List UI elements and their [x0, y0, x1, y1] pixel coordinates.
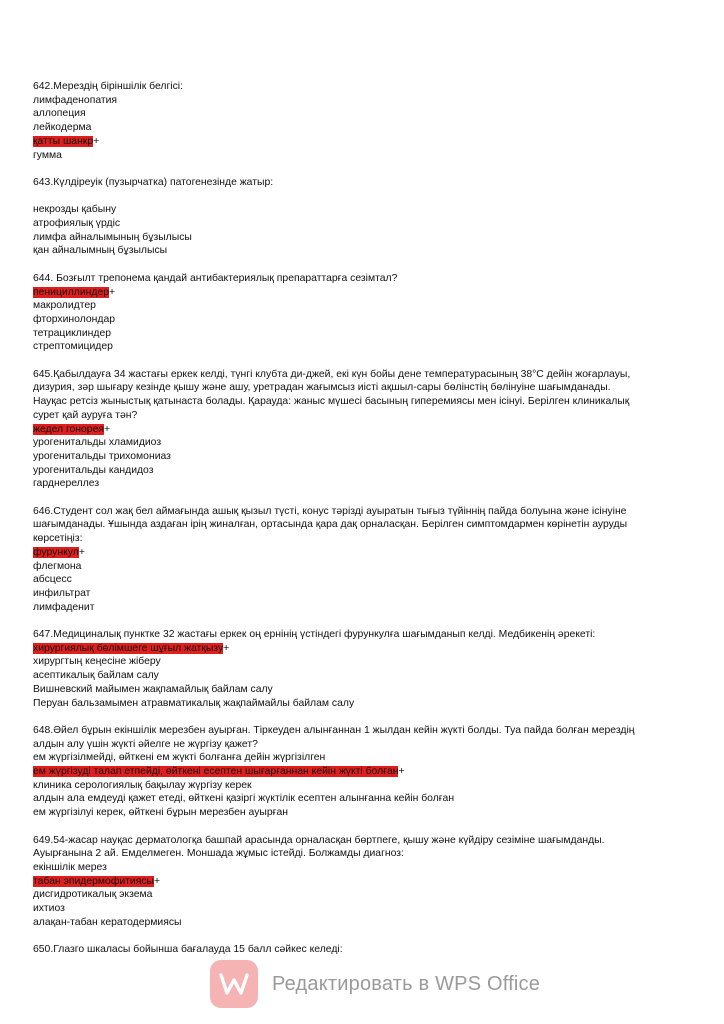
question-block — [33, 834, 693, 930]
answer-option — [33, 477, 693, 491]
answer-text: хирургиялық бөлімшеге шұғыл жатқызу — [33, 642, 224, 654]
answer-text: жедел гонорея — [33, 423, 104, 435]
answer-option — [33, 587, 693, 601]
answer-text: флегмона — [33, 560, 82, 572]
answer-text: стрептомицидер — [33, 341, 113, 353]
answer-option — [33, 203, 693, 217]
answer-text: дисгидротикалық экзема — [33, 889, 153, 901]
answer-option — [33, 902, 693, 916]
edit-in-wps-banner[interactable] — [210, 960, 540, 1008]
question-text: сурет қай ауруға тән? — [33, 409, 138, 421]
answer-option — [33, 313, 693, 327]
answer-option-correct — [33, 642, 693, 656]
answer-text: макролидтер — [33, 300, 96, 312]
correct-answer-mark: + — [109, 286, 116, 298]
question-block — [33, 943, 693, 957]
answer-option — [33, 655, 693, 669]
question-block — [33, 724, 693, 820]
answer-option — [33, 121, 693, 135]
correct-answer-mark: + — [223, 642, 230, 654]
answer-option — [33, 806, 693, 820]
answer-text: ем жүргізілуі керек, өйткені бұрын мерезбен ауырған — [33, 807, 288, 819]
answer-text: лимфаденит — [33, 601, 95, 613]
answer-text: урогенитальды кандидоз — [33, 464, 154, 476]
answer-option — [33, 560, 693, 574]
correct-answer-mark: + — [104, 423, 111, 435]
answer-text: екіншілік мерез — [33, 861, 107, 873]
question-text: Ауырғанына 2 ай. Емделмеген. Моншада жұмыс істейді. Болжамды диагноз: — [33, 848, 404, 860]
correct-answer-mark: + — [93, 135, 100, 147]
answer-option — [33, 751, 693, 765]
answer-option — [33, 573, 693, 587]
answer-option — [33, 217, 693, 231]
answer-option-correct — [33, 875, 693, 889]
answer-text: лейкодерма — [33, 122, 92, 134]
answer-option-correct — [33, 765, 693, 779]
answer-text: пенициллиндер — [33, 286, 109, 298]
answer-option — [33, 340, 693, 354]
answer-text: абсцесс — [33, 574, 72, 586]
correct-answer-mark: + — [398, 766, 405, 778]
answer-text: лимфа айналымының бұзылысы — [33, 231, 192, 243]
answer-option — [33, 916, 693, 930]
answer-option — [33, 601, 693, 615]
answer-text: фторхинолондар — [33, 313, 116, 325]
answer-text: атрофиялық үрдіс — [33, 218, 121, 229]
answer-option — [33, 327, 693, 341]
answer-text: некрозды қабыну — [33, 204, 117, 216]
document-content — [33, 80, 693, 971]
answer-text: хирургтың кеңесіне жіберу — [33, 656, 161, 668]
answer-text: қатты шанкр — [33, 135, 94, 147]
answer-option — [33, 697, 693, 711]
question-text: 647.Медициналық пунктке 32 жастағы еркек оң ернінің үстіндегі фурункулға шағымданып келді. Медбикенің әрекеті: — [33, 629, 596, 641]
answer-text: клиника серологиялық бақылау жүргізу керек — [33, 779, 252, 791]
answer-text: гумма — [33, 149, 62, 161]
answer-text: ем жүргізуді талап етпейді, өйткені есептен шығарғаннан кейін жүкті болған — [33, 766, 399, 778]
answer-option — [33, 464, 693, 478]
blank-line — [33, 190, 693, 204]
answer-text: табан эпидермофитиясы — [33, 875, 155, 887]
answer-option-correct — [33, 546, 693, 560]
answer-option — [33, 107, 693, 121]
answer-text: қан айналымның бұзылысы — [33, 245, 168, 257]
answer-option — [33, 94, 693, 108]
answer-text: гарднереллез — [33, 478, 100, 490]
answer-option — [33, 450, 693, 464]
answer-option — [33, 888, 693, 902]
answer-text: ихтиоз — [33, 903, 65, 915]
question-text: 648.Әйел бұрын екіншілік мерезбен ауырған. Тіркеуден алынғаннан 1 жылдан кейін жүкті болды. Туа пайда болған мерездің — [33, 724, 635, 736]
answer-text: алақан-табан кератодермиясы — [33, 916, 182, 928]
question-text: алдын алу үшін жүкті әйелге не жүргізу қажет? — [33, 738, 258, 750]
correct-answer-mark: + — [78, 546, 85, 558]
question-text: көрсетіңіз: — [33, 533, 83, 545]
question-text: Науқас ретсіз жыныстық қатынаста болады. Қарауда: жаныс мүшесі басының гиперемиясы мен ісінуі. Берілген клиникалық — [33, 396, 630, 408]
question-text: шағымданады. Ұшында аздаған ірің жиналған, ортасында қара дақ орналасқан. Берілген симптомдармен көрінетін ауруды — [33, 519, 628, 531]
question-block — [33, 505, 693, 615]
answer-option-correct — [33, 423, 693, 437]
answer-option — [33, 861, 693, 875]
answer-text: тетрациклиндер — [33, 327, 112, 339]
question-text: 645.Қабылдауға 34 жастағы еркек келді, түнгі клубта ди-джей, екі күн бойы дене температурасының 38°С дейін жоғарлауы, — [33, 368, 631, 380]
answer-option — [33, 299, 693, 313]
answer-option-correct — [33, 135, 693, 149]
question-text: 650.Глазго шкаласы бойынша бағалауда 15 балл сәйкес келеді: — [33, 944, 343, 956]
wps-office-logo-icon — [210, 960, 258, 1008]
answer-option — [33, 779, 693, 793]
answer-option — [33, 683, 693, 697]
answer-text: Вишневский майымен жақпамайлық байлам салу — [33, 683, 273, 695]
answer-text: алдын ала емдеуді қажет етеді, өйткені қазіргі жүктілік есептен алынғанна кейін болған — [33, 793, 455, 805]
answer-text: ем жүргізілмейді, өйткені ем жүкті болғанға дейін жүргізілген — [33, 752, 326, 764]
question-block — [33, 368, 693, 491]
question-block — [33, 628, 693, 710]
answer-option — [33, 669, 693, 683]
answer-option — [33, 149, 693, 163]
question-text: 644. Бозғылт трепонема қандай антибактериялық препараттарға сезімтал? — [33, 272, 398, 284]
question-text: 646.Студент сол жақ бел аймағында ашық қызыл түсті, конус тәрізді ауыратын тығыз түйіннің пайда болуына және ісінуіне — [33, 505, 627, 517]
question-block — [33, 80, 693, 162]
answer-text: Перуан бальзамымен атравматикалық жақпаймайлы байлам салу — [33, 697, 355, 709]
question-text: 642.Мерездің біріншілік белгісі: — [33, 81, 183, 92]
answer-text: асептикалық байлам салу — [33, 670, 159, 682]
answer-text: урогенитальды трихомониаз — [33, 450, 171, 462]
answer-option — [33, 436, 693, 450]
answer-text: фурункул — [33, 546, 79, 558]
answer-option-correct — [33, 286, 693, 300]
wps-w-glyph-icon — [219, 972, 249, 996]
question-block — [33, 272, 693, 354]
answer-text: лимфаденопатия — [33, 94, 118, 106]
question-text: 649.54-жасар науқас дерматологқа башпай арасында орналасқан бөртпеге, қышу және күйдіру сезіміне шағымданды. — [33, 834, 605, 846]
answer-option — [33, 792, 693, 806]
correct-answer-mark: + — [154, 875, 161, 887]
question-text: дизурия, зәр шығару кезінде қышу және ашу, уретрадан жағымсыз иісті ақшыл-сары бөлінстің бөлінуіне шағымданады. — [33, 382, 611, 394]
question-block — [33, 176, 693, 258]
question-text: 643.Күлдіреуік (пузырчатка) патогенезінде жатыр: — [33, 176, 274, 188]
answer-text: инфильтрат — [33, 587, 91, 599]
answer-option — [33, 244, 693, 258]
answer-option — [33, 231, 693, 245]
answer-text: аллопеция — [33, 108, 86, 120]
edit-in-wps-label[interactable]: Редактировать в WPS Office — [272, 972, 541, 995]
answer-text: урогенитальды хламидиоз — [33, 437, 162, 449]
